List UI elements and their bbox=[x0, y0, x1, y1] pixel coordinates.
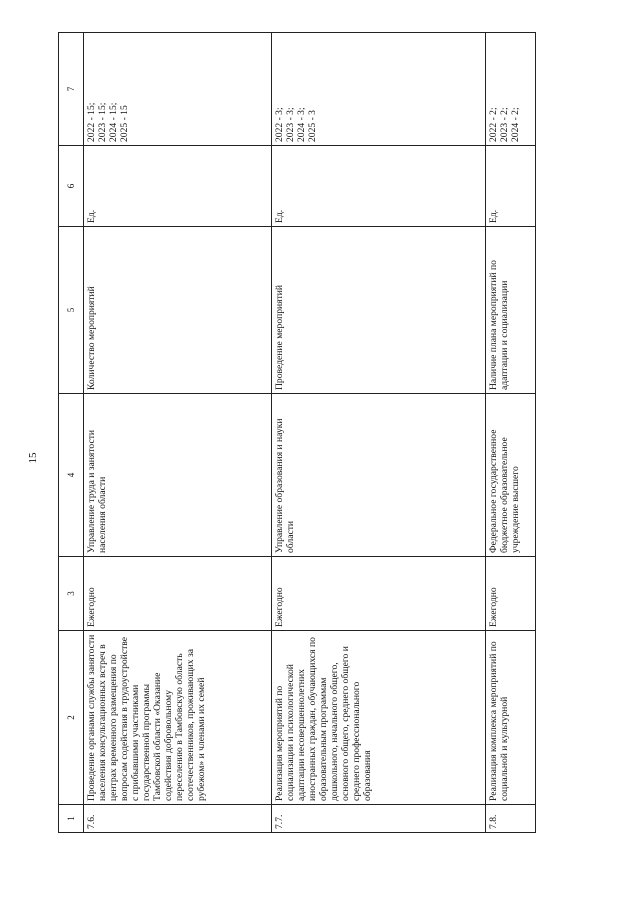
executor-cell: Федеральное государственное бюджетное образовательное учреждение высшего bbox=[486, 394, 536, 557]
column-header: 3 bbox=[59, 557, 84, 631]
column-header: 7 bbox=[59, 33, 84, 146]
activities-table bbox=[58, 32, 536, 833]
indicator-cell: Наличие плана мероприятий по адаптации и социализации bbox=[486, 227, 536, 394]
column-header: 6 bbox=[59, 146, 84, 227]
period-cell: Ежегодно bbox=[84, 557, 272, 631]
column-header: 1 bbox=[59, 805, 84, 833]
rotated-table-wrapper bbox=[58, 33, 613, 833]
period-cell: Ежегодно bbox=[272, 557, 486, 631]
period-cell: Ежегодно bbox=[486, 557, 536, 631]
column-header: 4 bbox=[59, 394, 84, 557]
table-row bbox=[84, 33, 272, 833]
table-row bbox=[272, 33, 486, 833]
activity-cell: Реализация мероприятий по социализации и психологической адаптации несовершеннолетних иностранных граждан, обучающихся по образовательным программам дошкольного, начального общего, основного общего, среднего общего и среднего профессионального образования bbox=[272, 631, 486, 805]
executor-cell: Управление образования и науки области bbox=[272, 394, 486, 557]
values-cell: 2022 - 15; 2023 - 15; 2024 - 15; 2025 - 15 bbox=[84, 33, 272, 146]
activity-cell: Реализация комплекса мероприятий по социальной и культурной bbox=[486, 631, 536, 805]
unit-cell: Ед. bbox=[272, 146, 486, 227]
table-header-row bbox=[59, 33, 84, 833]
table-row bbox=[486, 33, 536, 833]
row-number: 7.6. bbox=[84, 805, 272, 833]
column-header: 2 bbox=[59, 631, 84, 805]
column-header: 5 bbox=[59, 227, 84, 394]
unit-cell: Ед. bbox=[486, 146, 536, 227]
values-cell: 2022 - 3; 2023 - 3; 2024 - 3; 2025 - 3 bbox=[272, 33, 486, 146]
row-number: 7.8. bbox=[486, 805, 536, 833]
indicator-cell: Количество мероприятий bbox=[84, 227, 272, 394]
row-number: 7.7. bbox=[272, 805, 486, 833]
unit-cell: Ед. bbox=[84, 146, 272, 227]
page-number: 15 bbox=[27, 452, 39, 464]
values-cell: 2022 - 2; 2023 - 2; 2024 - 2; bbox=[486, 33, 536, 146]
activity-cell: Проведение органами службы занятости населения консультационных встреч в центрах временного размещения по вопросам содействия в трудоустройстве с прибывшими участниками государственной программы Тамбовской области «Оказание содействия добровольному переселению в Тамбовскую область соотечественников, проживающих за рубежом» и членами их семей bbox=[84, 631, 272, 805]
executor-cell: Управление труда и занятости населения области bbox=[84, 394, 272, 557]
indicator-cell: Проведение мероприятий bbox=[272, 227, 486, 394]
